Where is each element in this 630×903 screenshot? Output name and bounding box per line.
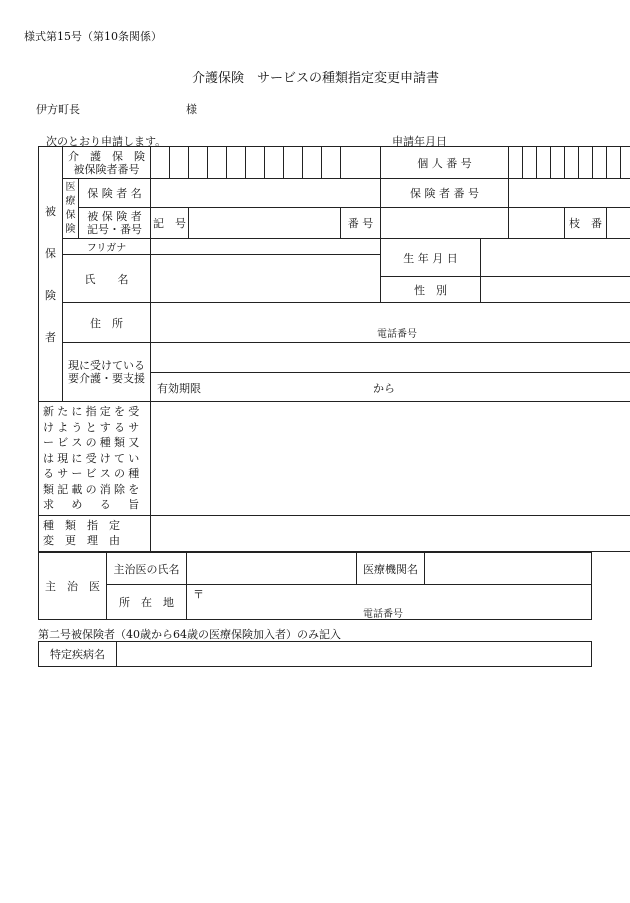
name-field[interactable] (151, 255, 381, 303)
location-field[interactable] (187, 585, 592, 620)
insured-number-digit[interactable] (208, 147, 227, 179)
personal-number-digit[interactable] (509, 147, 523, 179)
bango-label: 番 号 (341, 208, 381, 239)
location-phone-label: 電話番号 (363, 609, 403, 620)
kigo-label: 記 号 (151, 208, 189, 239)
insured-number-digit[interactable] (189, 147, 208, 179)
insurer-number-label: 保 険 者 番 号 (381, 179, 509, 208)
bango-field-ext[interactable] (509, 208, 565, 239)
reason-field[interactable] (151, 515, 630, 551)
doctor-name-field[interactable] (187, 553, 357, 585)
insured-number-digit[interactable] (151, 147, 170, 179)
address-phone-label: 電話番号 (377, 329, 417, 340)
insured-number-digit[interactable] (170, 147, 189, 179)
insured-table (38, 146, 630, 552)
care-level-label: 現に受けている 要介護・要支援 (63, 343, 151, 402)
insured-number-digit[interactable] (322, 147, 341, 179)
insured-number-digit[interactable] (265, 147, 284, 179)
blank-cell (341, 147, 381, 179)
validity-from-label: から (373, 382, 395, 395)
bango-field[interactable] (381, 208, 509, 239)
insured-number-digit[interactable] (303, 147, 322, 179)
postal-mark: 〒 (193, 588, 204, 601)
insured-number-digit[interactable] (227, 147, 246, 179)
personal-number-digit[interactable] (579, 147, 593, 179)
address-field[interactable] (151, 303, 630, 343)
sex-label: 性 別 (381, 277, 481, 303)
insured-number-label: 介 護 保 険 被保険者番号 (63, 147, 151, 179)
personal-number-digit[interactable] (607, 147, 621, 179)
validity-label: 有効期限 (157, 382, 201, 395)
edaban-label: 枝 番 (565, 208, 607, 239)
disease-field[interactable] (117, 642, 592, 667)
insurer-name-label: 保 険 者 名 (79, 179, 151, 208)
addressee-suffix: 様 (186, 103, 197, 116)
addressee-name: 伊方町長 (36, 103, 80, 116)
disease-table (38, 641, 592, 667)
personal-number-digit[interactable] (621, 147, 630, 179)
insured-side-label: 被 保 険 者 (39, 147, 63, 402)
name-label: 氏 名 (63, 255, 151, 303)
care-level-field[interactable] (151, 343, 630, 373)
reason-label: 種 類 指 定 変 更 理 由 (39, 515, 151, 551)
date-label: 申請年月日 (392, 135, 447, 148)
service-request-label: 新たに指定を受 けようとするサ ービスの種類又 は現に受けてい るサービスの種 類記載の消除を 求 め る 旨 (39, 402, 151, 516)
page-title: 介護保険 サービスの種類指定変更申請書 (192, 71, 440, 86)
personal-number-digit[interactable] (551, 147, 565, 179)
doctor-table (38, 552, 592, 620)
insured-number-digit[interactable] (284, 147, 303, 179)
furigana-label: フリガナ (63, 239, 151, 255)
personal-number-label: 個 人 番 号 (381, 147, 509, 179)
insured-number-digit[interactable] (246, 147, 265, 179)
form-number: 様式第15号（第10条関係） (24, 30, 162, 43)
sex-field[interactable] (481, 277, 630, 303)
medical-insurance-label: 医 療 保 険 (63, 179, 79, 239)
doctor-side-label: 主 治 医 (39, 553, 107, 620)
edaban-field[interactable] (607, 208, 630, 239)
insurer-name-field[interactable] (151, 179, 381, 208)
furigana-field[interactable] (151, 239, 381, 255)
kigo-field[interactable] (189, 208, 341, 239)
doctor-name-label: 主治医の氏名 (107, 553, 187, 585)
birth-field[interactable] (481, 239, 630, 277)
intro-text: 次のとおり申請します。 (46, 135, 167, 148)
personal-number-digit[interactable] (565, 147, 579, 179)
birth-label: 生 年 月 日 (381, 239, 481, 277)
location-label: 所 在 地 (107, 585, 187, 620)
care-level-cell (151, 343, 630, 402)
service-request-field[interactable] (151, 402, 630, 516)
institution-field[interactable] (425, 553, 592, 585)
second-insured-note: 第二号被保険者（40歳から64歳の医療保険加入者）のみ記入 (38, 628, 341, 641)
insurer-number-field[interactable] (509, 179, 630, 208)
personal-number-digit[interactable] (593, 147, 607, 179)
personal-number-digit[interactable] (537, 147, 551, 179)
validity-field[interactable] (151, 373, 630, 401)
disease-label: 特定疾病名 (39, 642, 117, 667)
insured-code-label: 被 保 険 者 記号・番号 (79, 208, 151, 239)
institution-label: 医療機関名 (357, 553, 425, 585)
personal-number-digit[interactable] (523, 147, 537, 179)
address-label: 住 所 (63, 303, 151, 343)
